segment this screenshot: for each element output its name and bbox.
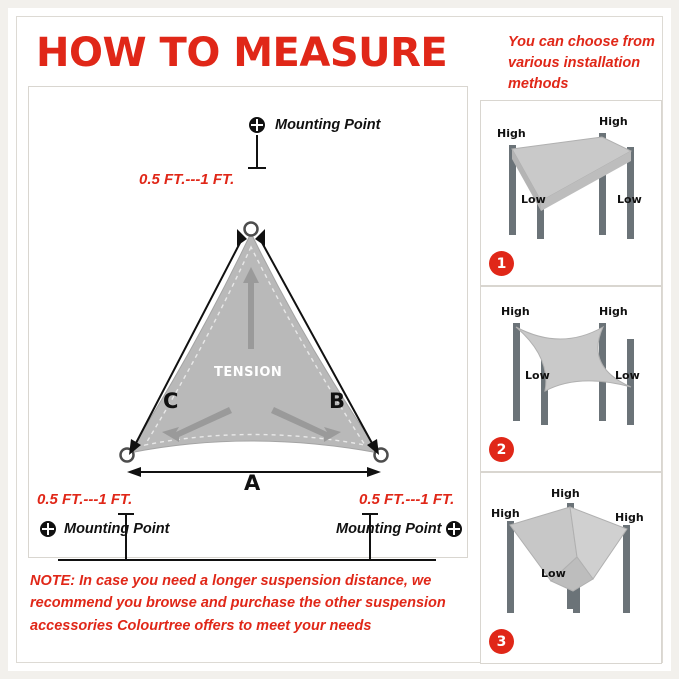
option-1-label-0: High — [497, 127, 526, 140]
option-3-label-0: High — [551, 487, 580, 500]
side-label-b: B — [329, 389, 346, 413]
option-1-label-1: High — [599, 115, 628, 128]
option-3-label-2: High — [615, 511, 644, 524]
option-3-label-1: High — [491, 507, 520, 520]
option-2-label-3: Low — [615, 369, 640, 382]
option-2-label-1: High — [599, 305, 628, 318]
option-1-label-3: Low — [617, 193, 642, 206]
mounting-point-top-label: Mounting Point — [275, 117, 381, 133]
mounting-point-bottom-right-icon — [446, 521, 462, 537]
mounting-point-bottom-right-label: Mounting Point — [336, 521, 442, 537]
installation-methods-panel — [478, 18, 663, 663]
option-3-label-3: Low — [541, 567, 566, 580]
side-label-a: A — [244, 471, 261, 495]
note-text: NOTE: In case you need a longer suspension distance, we recommend you browse and purchase the other suspension accessories Colourtree offers to meet your needs — [30, 573, 446, 634]
how-to-measure-panel — [18, 18, 473, 663]
mounting-point-bottom-left-icon — [40, 521, 56, 537]
option-2-label-0: High — [501, 305, 530, 318]
installation-option-1[interactable] — [480, 100, 662, 286]
tension-label: TENSION — [214, 365, 283, 380]
bottom-left-dimension-label: 0.5 FT.---1 FT. — [37, 491, 133, 508]
installation-option-3[interactable] — [480, 472, 662, 664]
top-dimension-label: 0.5 FT.---1 FT. — [139, 171, 235, 188]
bottom-right-dimension-label: 0.5 FT.---1 FT. — [359, 491, 455, 508]
side-label-c: C — [163, 389, 179, 413]
option-1-badge: 1 — [489, 251, 514, 276]
mounting-point-bottom-left-label: Mounting Point — [64, 521, 170, 537]
installation-methods-heading: You can choose from various installation methods — [508, 34, 655, 93]
option-2-badge: 2 — [489, 437, 514, 462]
page-title: HOW TO MEASURE — [36, 30, 448, 76]
option-2-label-2: Low — [525, 369, 550, 382]
option-3-badge: 3 — [489, 629, 514, 654]
option-1-label-2: Low — [521, 193, 546, 206]
installation-option-2[interactable] — [480, 286, 662, 472]
